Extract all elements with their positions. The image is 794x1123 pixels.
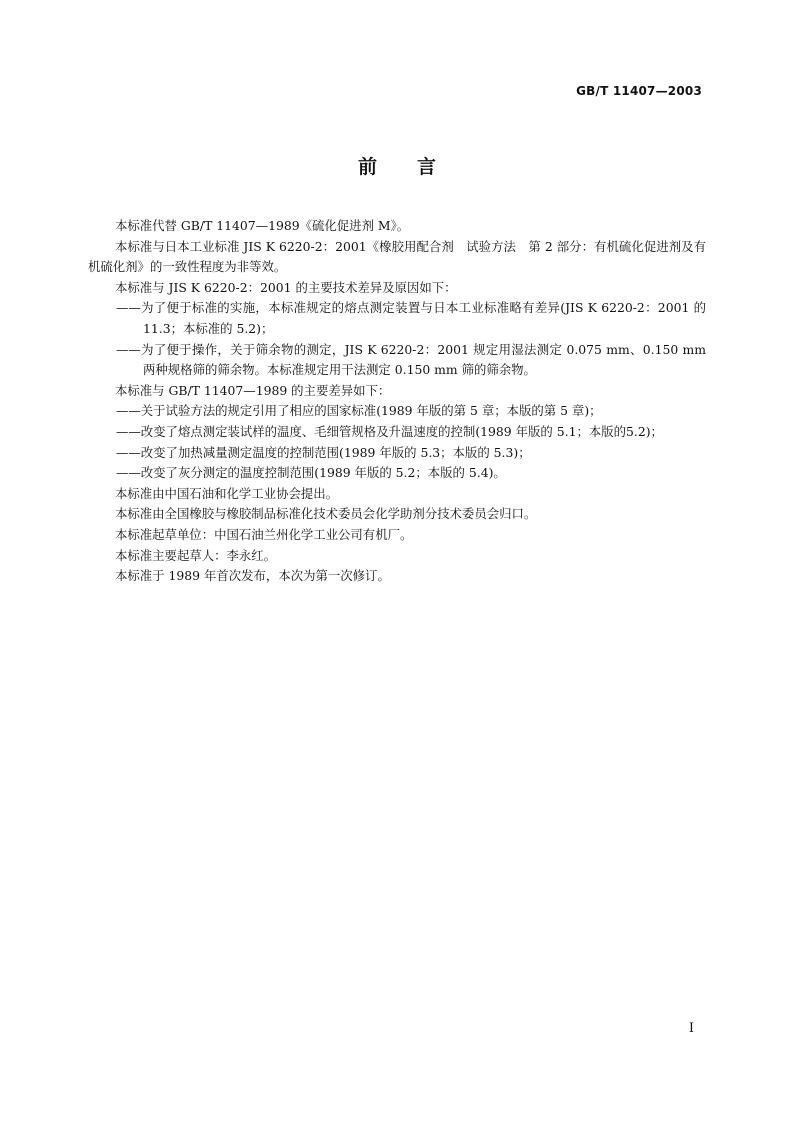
- paragraph: 本标准由中国石油和化学工业协会提出。: [115, 485, 339, 501]
- list-item: ——为了便于操作，关于筛余物的测定，JIS K 6220-2：2001 规定用湿法测定 0.075 mm、0.150 mm 两种规格筛的筛余物。本标准规定用干法测定 0.150 mm 筛的筛余物。: [116, 341, 706, 378]
- list-item: ——为了便于标准的实施，本标准规定的熔点测定装置与日本工业标准略有差异(JIS K 6220-2：2001 的 11.3；本标准的 5.2)；: [116, 300, 706, 336]
- foreword-body: [88, 216, 706, 587]
- paragraph: 本标准由全国橡胶与橡胶制品标准化技术委员会化学助剂分技术委员会归口。: [115, 506, 537, 522]
- list-item: ——关于试验方法的规定引用了相应的国家标准(1989 年版的第 5 章；本版的第 5 章)；: [116, 403, 602, 419]
- paragraph: 本标准于 1989 年首次发布，本次为第一次修订。: [115, 568, 390, 584]
- page-title: [0, 152, 794, 179]
- standard-code: GB/T 11407—2003: [576, 84, 702, 98]
- paragraph: 本标准起草单位：中国石油兰州化学工业公司有机厂。: [115, 526, 413, 542]
- paragraph: 本标准与日本工业标准 JIS K 6220-2：2001《橡胶用配合剂 试验方法 第 2 部分：有机硫化促进剂及有机硫化剂》的一致性程度为非等效。: [88, 238, 706, 275]
- paragraph: 本标准与 JIS K 6220-2：2001 的主要技术差异及原因如下：: [115, 279, 457, 295]
- list-item: ——改变了熔点测定装试样的温度、毛细管规格及升温速度的控制(1989 年版的 5.1；本版的5.2)；: [116, 423, 663, 439]
- page-number: I: [688, 1021, 694, 1036]
- paragraph: 本标准代替 GB/T 11407—1989《硫化促进剂 M》。: [115, 218, 410, 233]
- list-item: ——改变了加热减量测定温度的控制范围(1989 年版的 5.3；本版的 5.3)；: [116, 444, 531, 460]
- paragraph: 本标准主要起草人：李永红。: [115, 547, 277, 563]
- page-title-char-2: 言: [417, 156, 437, 178]
- page-title-char-1: 前: [357, 156, 377, 178]
- paragraph: 本标准与 GB/T 11407—1989 的主要差异如下：: [115, 382, 391, 398]
- list-item: ——改变了灰分测定的温度控制范围(1989 年版的 5.2；本版的 5.4)。: [116, 465, 506, 481]
